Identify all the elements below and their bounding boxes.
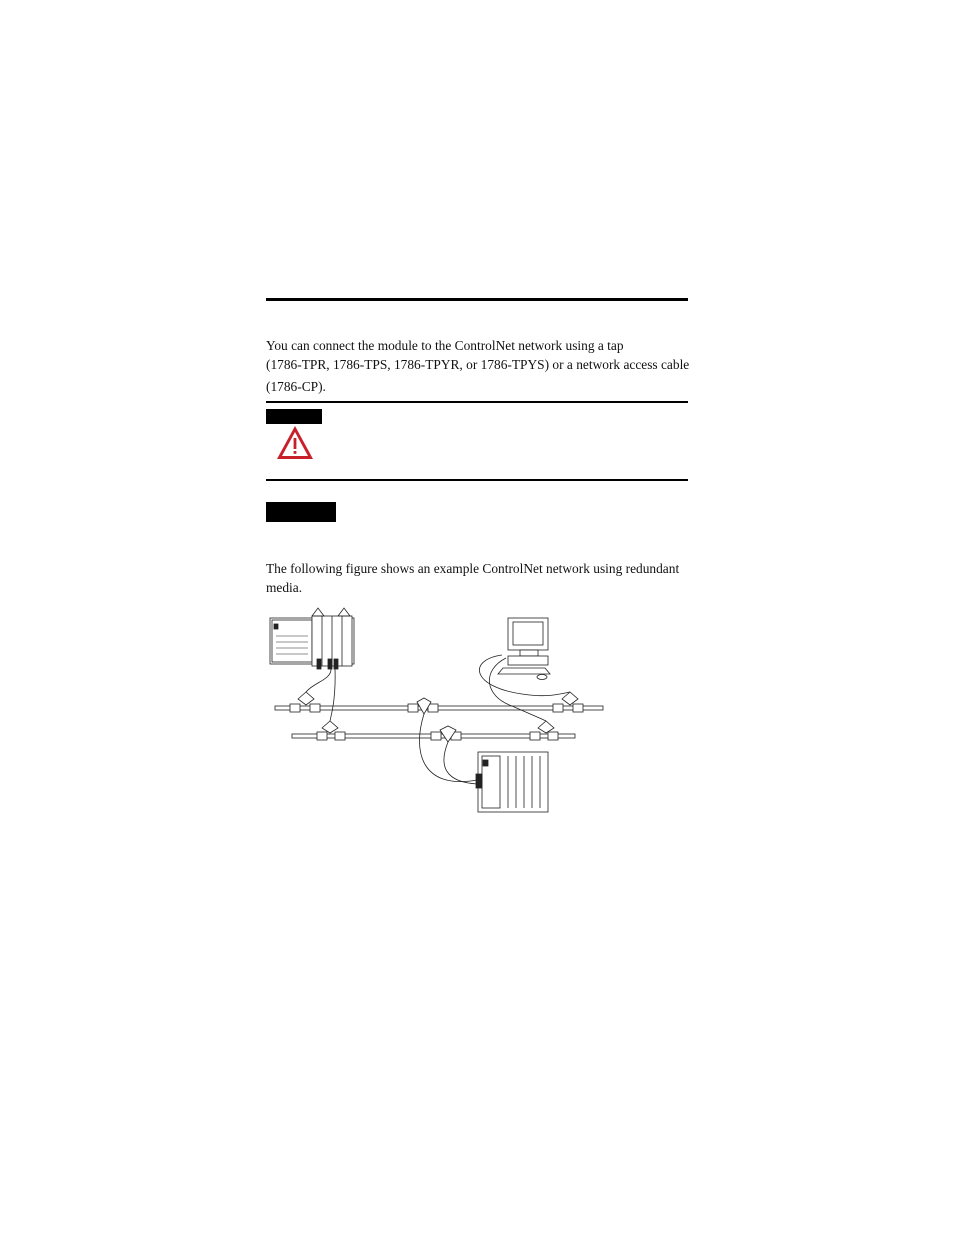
tap-b2 [431,726,461,742]
controlnet-redundant-network-figure [262,602,612,822]
warning-triangle-icon [275,424,315,462]
figure-caption-line-2: media. [266,580,303,595]
drop-cable-controller-b [330,668,335,721]
drop-cable-controller-a [306,668,331,692]
figure-caption [266,559,691,597]
drop-cable-workstation-b [489,658,546,721]
intro-line-1: You can connect the module to the ControlNet network using a tap [266,338,624,353]
important-label-bar [266,502,336,522]
tap-a2 [408,698,438,714]
io-chassis [476,752,548,812]
intro-line-2: (1786-TPR, 1786-TPS, 1786-TPYR, or 1786-TPYS) or a network access cable [266,357,690,372]
figure-caption-line-1: The following figure shows an example ControlNet network using redundant [266,561,680,576]
intro-paragraph [266,336,691,396]
drop-cable-io-b [444,742,477,784]
drop-cable-io-a [419,714,477,782]
controller-chassis [270,608,354,669]
workstation-computer [498,618,550,680]
attention-label-bar [266,409,322,424]
section-top-rule [266,298,688,301]
attention-bottom-rule [266,479,688,481]
intro-line-3: (1786-CP). [266,379,326,394]
attention-top-rule [266,401,688,403]
